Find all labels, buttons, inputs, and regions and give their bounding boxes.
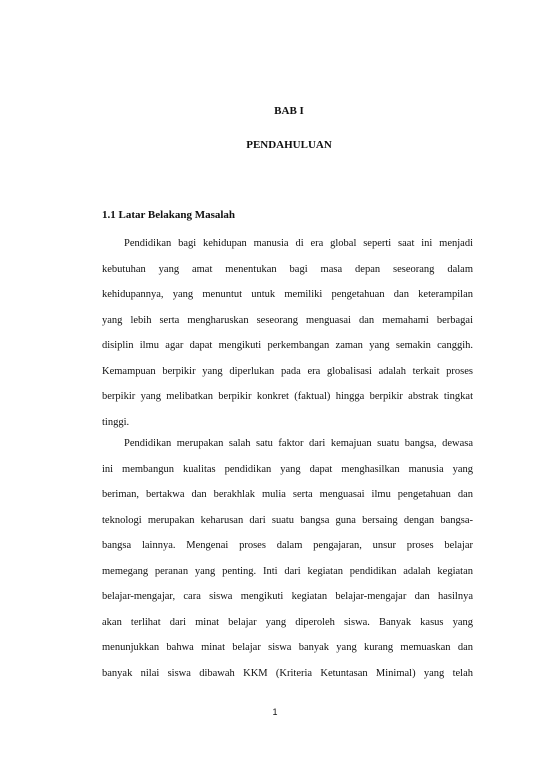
paragraph-line: Pendidikan bagi kehidupan manusia di era global seperti saat ini menjadi — [124, 238, 473, 249]
paragraph-line: belajar-mengajar, cara siswa mengikuti kegiatan belajar-mengajar dan hasilnya — [102, 591, 473, 602]
paragraph-line: Kemampuan berpikir yang diperlukan pada era globalisasi adalah terkait proses — [102, 365, 473, 377]
paragraph-line: menunjukkan bahwa minat belajar siswa banyak yang kurang memuaskan dan — [102, 642, 473, 653]
paragraph-line: Pendidikan merupakan salah satu faktor dari kemajuan suatu bangsa, dewasa — [124, 438, 473, 449]
paragraph-line: berpikir yang melibatkan berpikir konkret (faktual) hingga berpikir abstrak tingkat — [102, 391, 473, 402]
paragraph-line: ini membangun kualitas pendidikan yang dapat menghasilkan manusia yang — [102, 463, 473, 475]
paragraph-line: bangsa lainnya. Mengenai proses dalam pengajaran, unsur proses belajar — [102, 540, 473, 551]
paragraph-line: kebutuhan yang amat menentukan bagi masa depan seseorang dalam — [102, 263, 473, 275]
chapter-number: BAB I — [274, 105, 304, 117]
paragraph-line: tinggi. — [102, 416, 130, 428]
paragraph-2 — [102, 431, 473, 686]
paragraph-line: beriman, bertakwa dan berakhlak mulia serta menguasai ilmu pengetahuan dan — [102, 489, 473, 500]
paragraph-line: disiplin ilmu agar dapat mengikuti perkembangan zaman yang semakin canggih. — [102, 340, 473, 351]
paragraph-line: teknologi merupakan keharusan dari suatu bangsa guna bersaing dengan bangsa- — [102, 514, 473, 526]
chapter-title: PENDAHULUAN — [246, 139, 332, 151]
paragraph-line: yang lebih serta mengharuskan seseorang menguasai dan memahami berbagai — [102, 314, 473, 326]
paragraph-line: kehidupannya, yang menuntut untuk memiliki pengetahuan dan keterampilan — [102, 289, 473, 300]
paragraph-line: memegang peranan yang penting. Inti dari kegiatan pendidikan adalah kegiatan — [102, 565, 473, 577]
page-number: 1 — [272, 707, 278, 717]
paragraph-1 — [102, 231, 473, 435]
section-heading: 1.1 Latar Belakang Masalah — [102, 209, 236, 221]
paragraph-line: akan terlihat dari minat belajar yang diperoleh siswa. Banyak kasus yang — [102, 616, 473, 628]
paragraph-line: banyak nilai siswa dibawah KKM (Kriteria Ketuntasan Minimal) yang telah — [102, 667, 473, 679]
